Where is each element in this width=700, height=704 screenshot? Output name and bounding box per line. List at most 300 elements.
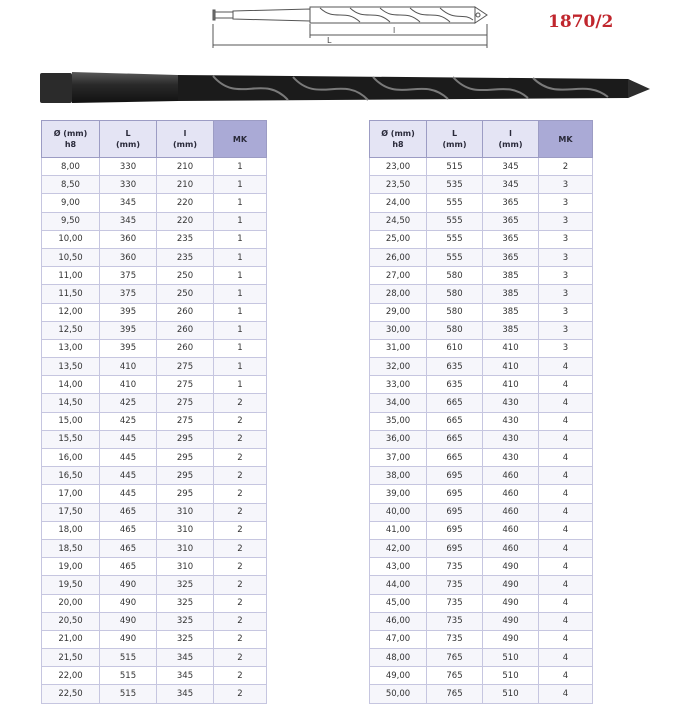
cell-total-length: 445 [100,467,157,485]
cell-mk: 4 [539,576,593,594]
table-row [42,248,267,266]
cell-mk: 2 [214,412,267,430]
cell-mk: 4 [539,412,593,430]
cell-total-length: 375 [100,267,157,285]
drill-bit-image [38,65,663,115]
cell-mk: 4 [539,485,593,503]
cell-mk: 4 [539,430,593,448]
cell-total-length: 445 [100,449,157,467]
cell-flute-length: 295 [157,449,214,467]
cell-total-length: 695 [427,503,483,521]
cell-diameter: 8,50 [42,176,100,194]
cell-mk: 3 [539,339,593,357]
table-row [42,485,267,503]
cell-total-length: 490 [100,612,157,630]
cell-flute-length: 210 [157,158,214,176]
spec-table-left [41,120,267,704]
table-row [42,358,267,376]
cell-total-length: 515 [100,649,157,667]
table-row [42,576,267,594]
cell-flute-length: 460 [483,539,539,557]
table-row [370,194,593,212]
table-row [370,576,593,594]
cell-total-length: 360 [100,230,157,248]
cell-flute-length: 210 [157,176,214,194]
table-row [370,176,593,194]
cell-mk: 3 [539,321,593,339]
cell-total-length: 515 [100,685,157,703]
cell-total-length: 345 [100,212,157,230]
cell-total-length: 555 [427,248,483,266]
cell-diameter: 16,50 [42,467,100,485]
cell-total-length: 445 [100,430,157,448]
cell-mk: 2 [214,394,267,412]
cell-flute-length: 220 [157,212,214,230]
table-row [42,594,267,612]
table-row [370,339,593,357]
cell-total-length: 635 [427,376,483,394]
cell-diameter: 39,00 [370,485,427,503]
cell-total-length: 535 [427,176,483,194]
cell-flute-length: 250 [157,285,214,303]
cell-flute-length: 510 [483,649,539,667]
cell-flute-length: 490 [483,558,539,576]
cell-mk: 3 [539,267,593,285]
cell-diameter: 29,00 [370,303,427,321]
cell-flute-length: 410 [483,358,539,376]
cell-diameter: 12,50 [42,321,100,339]
cell-mk: 2 [214,630,267,648]
cell-mk: 1 [214,267,267,285]
cell-mk: 1 [214,248,267,266]
cell-flute-length: 295 [157,467,214,485]
cell-total-length: 695 [427,467,483,485]
table-row [370,303,593,321]
cell-total-length: 580 [427,321,483,339]
table-row [42,449,267,467]
cell-diameter: 22,50 [42,685,100,703]
cell-diameter: 17,00 [42,485,100,503]
table-row [370,539,593,557]
cell-mk: 2 [214,485,267,503]
table-row [370,503,593,521]
table-row [42,612,267,630]
table-row [370,685,593,703]
cell-diameter: 38,00 [370,467,427,485]
cell-total-length: 465 [100,521,157,539]
cell-total-length: 490 [100,594,157,612]
cell-diameter: 24,50 [370,212,427,230]
cell-mk: 4 [539,558,593,576]
cell-total-length: 330 [100,158,157,176]
cell-total-length: 665 [427,449,483,467]
cell-flute-length: 490 [483,576,539,594]
cell-total-length: 555 [427,230,483,248]
cell-mk: 4 [539,594,593,612]
table-row [42,649,267,667]
cell-diameter: 18,00 [42,521,100,539]
cell-mk: 2 [214,594,267,612]
cell-diameter: 18,50 [42,539,100,557]
cell-flute-length: 275 [157,376,214,394]
cell-mk: 3 [539,230,593,248]
table-row [370,212,593,230]
cell-mk: 2 [214,521,267,539]
table-row [370,521,593,539]
table-row [370,285,593,303]
cell-flute-length: 345 [483,158,539,176]
cell-total-length: 695 [427,485,483,503]
cell-total-length: 515 [100,667,157,685]
cell-total-length: 735 [427,576,483,594]
cell-total-length: 445 [100,485,157,503]
cell-mk: 4 [539,667,593,685]
table-row [370,630,593,648]
cell-diameter: 30,00 [370,321,427,339]
cell-total-length: 635 [427,358,483,376]
cell-total-length: 610 [427,339,483,357]
cell-flute-length: 345 [483,176,539,194]
cell-flute-length: 385 [483,285,539,303]
cell-flute-length: 260 [157,339,214,357]
cell-mk: 4 [539,503,593,521]
cell-mk: 1 [214,212,267,230]
product-code: 1870/2 [548,12,614,32]
table-row [370,649,593,667]
cell-diameter: 23,50 [370,176,427,194]
cell-flute-length: 235 [157,248,214,266]
cell-mk: 3 [539,194,593,212]
cell-mk: 1 [214,321,267,339]
cell-mk: 2 [214,612,267,630]
cell-total-length: 555 [427,212,483,230]
cell-mk: 3 [539,248,593,266]
table-row [370,321,593,339]
cell-flute-length: 490 [483,630,539,648]
cell-total-length: 735 [427,558,483,576]
cell-diameter: 20,50 [42,612,100,630]
cell-flute-length: 235 [157,230,214,248]
cell-flute-length: 275 [157,412,214,430]
cell-total-length: 515 [427,158,483,176]
cell-flute-length: 345 [157,667,214,685]
cell-diameter: 26,00 [370,248,427,266]
cell-flute-length: 325 [157,630,214,648]
table-row [42,521,267,539]
cell-total-length: 330 [100,176,157,194]
cell-mk: 2 [539,158,593,176]
cell-mk: 2 [214,558,267,576]
col-diameter-header: Ø (mm) h8 [370,121,427,158]
cell-total-length: 555 [427,194,483,212]
cell-total-length: 580 [427,285,483,303]
table-row [42,285,267,303]
cell-total-length: 465 [100,539,157,557]
cell-diameter: 14,50 [42,394,100,412]
cell-flute-length: 365 [483,194,539,212]
table-row [42,303,267,321]
cell-mk: 2 [214,430,267,448]
cell-mk: 1 [214,194,267,212]
cell-flute-length: 275 [157,358,214,376]
cell-mk: 4 [539,394,593,412]
cell-flute-length: 510 [483,667,539,685]
cell-mk: 2 [214,449,267,467]
cell-flute-length: 325 [157,612,214,630]
cell-total-length: 665 [427,430,483,448]
cell-flute-length: 490 [483,612,539,630]
cell-diameter: 40,00 [370,503,427,521]
cell-flute-length: 260 [157,303,214,321]
dimension-L-label: L [327,36,332,45]
table-row [42,194,267,212]
cell-total-length: 695 [427,539,483,557]
cell-mk: 2 [214,685,267,703]
cell-mk: 2 [214,539,267,557]
table-row [370,667,593,685]
cell-diameter: 20,00 [42,594,100,612]
cell-diameter: 13,00 [42,339,100,357]
table-row [370,158,593,176]
table-row [42,339,267,357]
cell-diameter: 43,00 [370,558,427,576]
table-row [370,358,593,376]
cell-total-length: 395 [100,339,157,357]
cell-flute-length: 310 [157,539,214,557]
cell-mk: 3 [539,212,593,230]
cell-flute-length: 345 [157,685,214,703]
cell-flute-length: 385 [483,267,539,285]
cell-diameter: 10,00 [42,230,100,248]
cell-diameter: 15,00 [42,412,100,430]
cell-diameter: 46,00 [370,612,427,630]
table-row [42,212,267,230]
cell-diameter: 22,00 [42,667,100,685]
cell-flute-length: 295 [157,430,214,448]
table-row [42,376,267,394]
table-row [42,176,267,194]
cell-flute-length: 310 [157,558,214,576]
cell-mk: 4 [539,521,593,539]
table-row [370,612,593,630]
cell-mk: 4 [539,358,593,376]
cell-diameter: 9,00 [42,194,100,212]
cell-flute-length: 345 [157,649,214,667]
cell-total-length: 425 [100,394,157,412]
col-total-length-header: L (mm) [427,121,483,158]
table-row [42,630,267,648]
cell-mk: 2 [214,649,267,667]
table-row [42,467,267,485]
cell-flute-length: 260 [157,321,214,339]
cell-flute-length: 365 [483,248,539,266]
cell-total-length: 375 [100,285,157,303]
cell-total-length: 765 [427,649,483,667]
cell-mk: 4 [539,449,593,467]
cell-diameter: 37,00 [370,449,427,467]
cell-diameter: 15,50 [42,430,100,448]
cell-mk: 4 [539,649,593,667]
table-row [42,267,267,285]
cell-diameter: 11,50 [42,285,100,303]
col-total-length-header: L (mm) [100,121,157,158]
cell-diameter: 50,00 [370,685,427,703]
cell-flute-length: 460 [483,467,539,485]
cell-diameter: 12,00 [42,303,100,321]
table-row [370,449,593,467]
cell-diameter: 45,00 [370,594,427,612]
table-row [370,485,593,503]
table-row [42,321,267,339]
cell-mk: 3 [539,303,593,321]
table-row [370,558,593,576]
cell-diameter: 19,50 [42,576,100,594]
cell-flute-length: 385 [483,321,539,339]
cell-flute-length: 460 [483,521,539,539]
dimension-l-label: l [393,26,396,35]
cell-mk: 1 [214,339,267,357]
cell-flute-length: 325 [157,576,214,594]
cell-flute-length: 310 [157,521,214,539]
cell-total-length: 360 [100,248,157,266]
table-row [370,230,593,248]
table-row [42,667,267,685]
cell-diameter: 48,00 [370,649,427,667]
table-row [370,267,593,285]
cell-diameter: 27,00 [370,267,427,285]
cell-mk: 2 [214,576,267,594]
cell-diameter: 31,00 [370,339,427,357]
cell-mk: 2 [214,667,267,685]
cell-diameter: 32,00 [370,358,427,376]
cell-flute-length: 295 [157,485,214,503]
cell-total-length: 490 [100,630,157,648]
cell-mk: 2 [214,467,267,485]
table-row [42,412,267,430]
cell-mk: 1 [214,285,267,303]
table-row [42,230,267,248]
cell-total-length: 465 [100,558,157,576]
table-row [370,412,593,430]
cell-flute-length: 385 [483,303,539,321]
table-row [42,430,267,448]
cell-flute-length: 430 [483,412,539,430]
col-diameter-header: Ø (mm) h8 [42,121,100,158]
table-row [42,558,267,576]
table-row [42,503,267,521]
cell-mk: 4 [539,539,593,557]
table-row [370,467,593,485]
cell-diameter: 28,00 [370,285,427,303]
col-mk-header: MK [539,121,593,158]
spec-table-right [369,120,593,704]
cell-total-length: 410 [100,376,157,394]
cell-diameter: 19,00 [42,558,100,576]
cell-mk: 1 [214,303,267,321]
cell-diameter: 17,50 [42,503,100,521]
cell-total-length: 735 [427,612,483,630]
table-row [370,248,593,266]
cell-diameter: 23,00 [370,158,427,176]
cell-mk: 2 [214,503,267,521]
cell-total-length: 580 [427,267,483,285]
col-flute-length-header: l (mm) [157,121,214,158]
cell-flute-length: 460 [483,503,539,521]
cell-flute-length: 365 [483,230,539,248]
cell-diameter: 14,00 [42,376,100,394]
table-row [370,376,593,394]
cell-diameter: 13,50 [42,358,100,376]
cell-mk: 4 [539,376,593,394]
cell-mk: 1 [214,358,267,376]
cell-mk: 4 [539,685,593,703]
cell-flute-length: 220 [157,194,214,212]
cell-mk: 1 [214,158,267,176]
cell-flute-length: 430 [483,449,539,467]
cell-diameter: 9,50 [42,212,100,230]
cell-diameter: 25,00 [370,230,427,248]
cell-mk: 1 [214,230,267,248]
cell-diameter: 35,00 [370,412,427,430]
cell-diameter: 33,00 [370,376,427,394]
cell-diameter: 21,00 [42,630,100,648]
cell-total-length: 735 [427,630,483,648]
cell-flute-length: 430 [483,394,539,412]
cell-flute-length: 410 [483,376,539,394]
cell-mk: 1 [214,176,267,194]
cell-diameter: 8,00 [42,158,100,176]
cell-flute-length: 310 [157,503,214,521]
cell-total-length: 665 [427,412,483,430]
cell-flute-length: 325 [157,594,214,612]
cell-flute-length: 250 [157,267,214,285]
cell-diameter: 11,00 [42,267,100,285]
col-flute-length-header: l (mm) [483,121,539,158]
cell-flute-length: 510 [483,685,539,703]
cell-total-length: 345 [100,194,157,212]
cell-total-length: 465 [100,503,157,521]
cell-mk: 1 [214,376,267,394]
cell-total-length: 490 [100,576,157,594]
cell-diameter: 10,50 [42,248,100,266]
table-row [370,430,593,448]
cell-mk: 4 [539,630,593,648]
cell-total-length: 580 [427,303,483,321]
cell-total-length: 410 [100,358,157,376]
cell-diameter: 49,00 [370,667,427,685]
cell-flute-length: 460 [483,485,539,503]
cell-mk: 3 [539,285,593,303]
cell-flute-length: 275 [157,394,214,412]
cell-total-length: 695 [427,521,483,539]
cell-flute-length: 490 [483,594,539,612]
cell-diameter: 16,00 [42,449,100,467]
cell-flute-length: 410 [483,339,539,357]
cell-diameter: 42,00 [370,539,427,557]
cell-mk: 4 [539,467,593,485]
cell-total-length: 765 [427,667,483,685]
cell-diameter: 44,00 [370,576,427,594]
cell-total-length: 425 [100,412,157,430]
table-row [370,594,593,612]
cell-total-length: 735 [427,594,483,612]
table-row [42,394,267,412]
cell-flute-length: 365 [483,212,539,230]
cell-total-length: 765 [427,685,483,703]
cell-diameter: 41,00 [370,521,427,539]
table-row [42,539,267,557]
cell-total-length: 395 [100,321,157,339]
